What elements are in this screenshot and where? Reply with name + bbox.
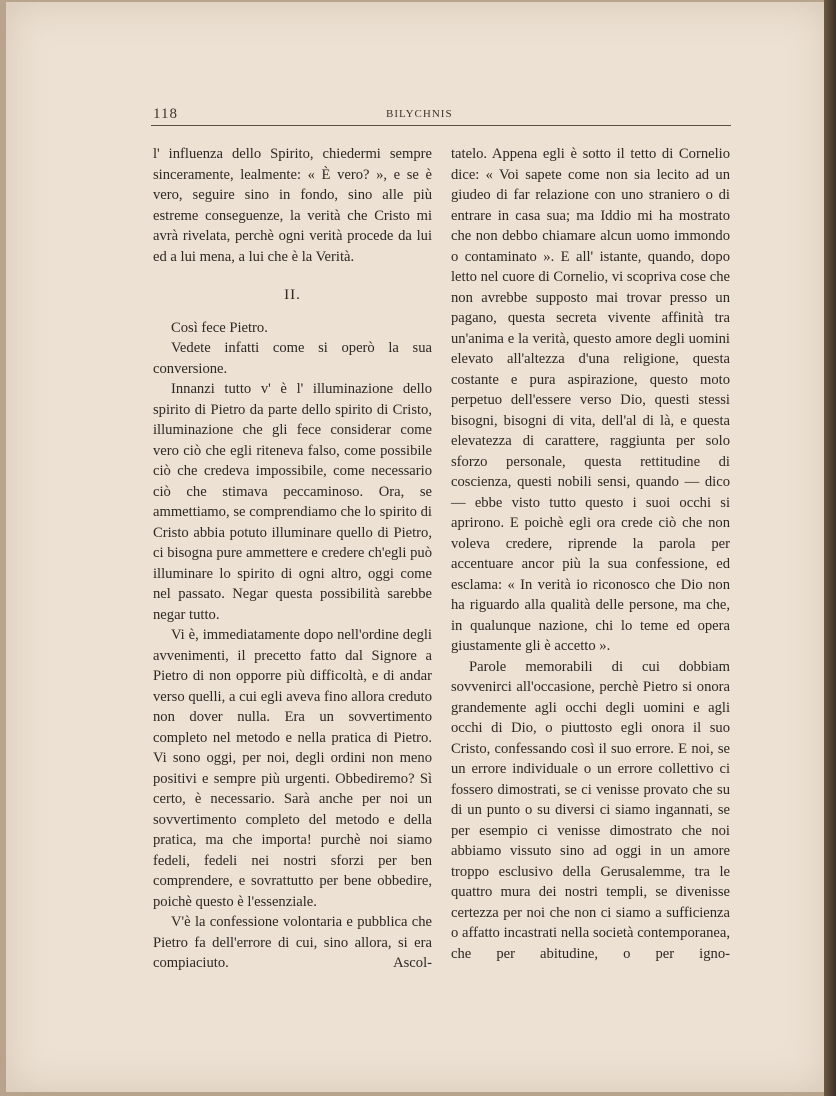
paragraph: l' influenza dello Spirito, chiedermi sempre sinceramente, lealmente: « È vero? », e se è vero, seguire sino in fondo, sino alle più estreme conseguenze, la verità che Cristo mi avrà rivelata, perchè ogni verità procede da lui ed a lui mena, a lui che è la Verità. [153, 146, 432, 265]
right-column [451, 144, 730, 964]
running-title: BILYCHNIS [386, 108, 453, 120]
book-page [6, 2, 828, 1092]
header-rule [151, 125, 731, 126]
left-column [153, 144, 432, 974]
paragraph: Vi è, immediatamente dopo nell'ordine degli avvenimenti, il precetto fatto dal Signore a Pietro di non opporre più difficoltà, e di andar verso quelli, a cui egli aveva fino allora creduto non dover nulla. Era un sovvertimento completo nel metodo e nella pratica di Pietro. Vi sono oggi, per noi, degli ordini non meno positivi e sempre più urgenti. Obbediremo? Sì certo, è necessario. Sarà anche per noi un sovvertimento completo del metodo e della pratica, ma che importa! purchè noi siamo fedeli, fedeli nei nostri sforzi per ben comprendere, e sovrattutto per bene obbedire, poichè questo è l'essenziale. [153, 627, 432, 910]
section-heading: II. [284, 287, 301, 303]
page-number: 118 [153, 106, 178, 122]
book-edge [824, 0, 836, 1096]
paragraph: Così fece Pietro. [171, 319, 268, 336]
paragraph: Parole memorabili di cui dobbiam sovvenirci all'occasione, perchè Pietro si onora grandemente agli occhi degli uomini e agli occhi di Dio, o piuttosto egli onora il suo Cristo, confessando così il suo errore. E noi, se un errore individuale o un errore collettivo ci fossero dimostrati, se ci venisse provato che su di un punto o su diversi ci siamo ingannati, se per esempio ci venisse dimostrato che noi abbiamo vissuto sino ad oggi in un amore troppo esclusivo della Gerusalemme, tra le quattro mura dei nostri templi, se divenisse certezza per noi che non ci siamo a sufficienza o affatto incastrati nella società contemporanea, che per abitudine, o per igno- [451, 658, 730, 962]
paragraph: Innanzi tutto v' è l' illuminazione dello spirito di Pietro da parte dello spirito di Cristo, illuminazione che gli fece considerar come vero ciò che egli riteneva falso, come possibile ciò che credeva impossibile, come necessario ciò che stimava peccaminoso. Ora, se ammettiamo, se comprendiamo che lo spirito di Cristo abbia potuto illuminare quello di Pietro, ci bisogna pure ammettere e credere ch'egli può illuminare lo spirito di ogni altro, oggi come nel passato. Negar questa possibilità sarebbe negar tutto. [153, 381, 432, 623]
paragraph: V'è la confessione volontaria e pubblica che Pietro fa dell'errore di cui, sino allora, si era compiaciuto. Ascol- [153, 914, 432, 971]
paragraph: tatelo. Appena egli è sotto il tetto di Cornelio dice: « Voi sapete come non sia lecito ad un giudeo di far relazione con uno straniero o di entrare in casa sua; ma Iddio mi ha mostrato che non debbo chiamare alcun uomo immondo o contaminato ». E all' istante, quando, dopo letto nel cuore di Cornelio, vi scopriva cose che non avrebbe supposto mai trovar presso un pagano, questa secreta vivente affinità tra un'anima e la verità, questo amore degli uomini elevato all'altezza d'una religione, questa costante e pura aspirazione, questo moto perpetuo dell'essere verso Dio, questi stessi bisogni, bisogni di vita, dell'al di là, e questa elevatezza di carattere, raggiunta per solo sforzo personale, questa rettitudine di coscienza, questi nobili sensi, quando — dico — ebbe visto tutto questo i suoi occhi si aprirono. E poichè egli ora crede ciò che non voleva credere, riprende la parola per accentuare ancor più la sua confessione, ed esclama: « In verità io riconosco che Dio non ha riguardo alla qualità delle persone, ma che, in qualunque nazione, chi lo teme ed opera giustamente gli è accetto ». [451, 146, 730, 654]
paragraph: Vedete infatti come si operò la sua conversione. [153, 340, 432, 377]
